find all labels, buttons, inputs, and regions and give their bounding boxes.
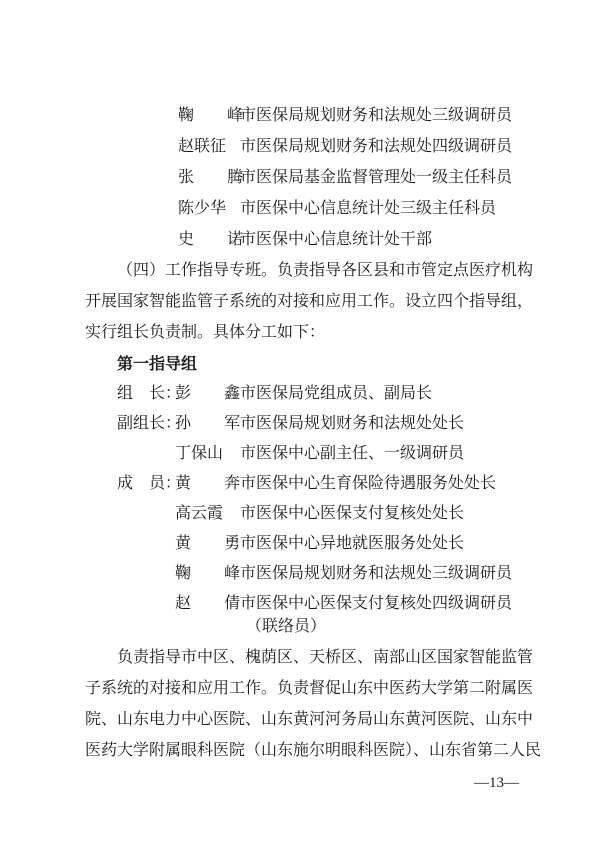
- member-title: 市医保局党组成员、副局长: [240, 383, 433, 402]
- staff-name: 史 诺: [178, 229, 258, 248]
- role-label: 组 长：: [117, 383, 182, 402]
- member-title: 市医保局规划财务和法规处处长: [240, 413, 465, 432]
- staff-name: 张 腾: [178, 167, 258, 186]
- staff-name: 陈少华: [178, 198, 227, 217]
- liaison-note: （联络员）: [246, 616, 327, 635]
- duty-line: 医药大学附属眼科医院（山东施尔明眼科医院）、山东省第二人民: [85, 740, 542, 759]
- member-name: 高云霞: [175, 503, 224, 522]
- staff-name: 鞠 峰: [178, 105, 258, 124]
- member-title: 市医保中心副主任、一级调研员: [240, 443, 465, 462]
- duty-line: 负责指导市中区、槐荫区、天桥区、南部山区国家智能监管: [117, 647, 534, 666]
- member-name: 黄 奔: [175, 473, 255, 492]
- duty-line: 子系统的对接和应用工作。负责督促山东中医药大学第二附属医: [85, 678, 534, 697]
- member-title: 市医保中心医保支付复核处四级调研员: [240, 593, 513, 612]
- member-title: 市医保局规划财务和法规处三级调研员: [240, 563, 513, 582]
- duty-line: 院、山东电力中心医院、山东黄河河务局山东黄河医院、山东中: [85, 709, 534, 728]
- member-name: 黄 勇: [175, 533, 255, 552]
- section4-line3: 实行组长负责制。具体分工如下：: [85, 322, 326, 341]
- group1-title: 第一指导组: [117, 354, 198, 373]
- section4-line2: 开展国家智能监管子系统的对接和应用工作。设立四个指导组，: [85, 291, 534, 310]
- page-number: —13—: [474, 775, 519, 791]
- member-title: 市医保中心生育保险待遇服务处处长: [240, 473, 497, 492]
- role-label: 成 员：: [117, 473, 182, 492]
- role-label: 副组长：: [117, 413, 182, 432]
- section4-heading: （四）工作指导专班。: [117, 260, 278, 279]
- staff-title: 市医保中心信息统计处干部: [240, 229, 433, 248]
- member-name: 孙 军: [175, 413, 255, 432]
- staff-title: 市医保局基金监督管理处一级主任科员: [240, 167, 513, 186]
- member-title: 市医保中心异地就医服务处处长: [240, 533, 465, 552]
- staff-name: 赵联征: [178, 136, 227, 155]
- staff-title: 市医保中心信息统计处三级主任科员: [240, 198, 497, 217]
- section4-line1: [117, 260, 533, 280]
- member-name: 赵 倩: [175, 593, 255, 612]
- section4-line1-text: 负责指导各区县和市管定点医疗机构: [277, 260, 534, 279]
- member-name: 彭 鑫: [175, 383, 255, 402]
- staff-title: 市医保局规划财务和法规处四级调研员: [240, 136, 513, 155]
- member-title: 市医保中心医保支付复核处处长: [240, 503, 465, 522]
- member-name: 鞠 峰: [175, 563, 255, 582]
- staff-title: 市医保局规划财务和法规处三级调研员: [240, 105, 513, 124]
- member-name: 丁保山: [175, 443, 224, 462]
